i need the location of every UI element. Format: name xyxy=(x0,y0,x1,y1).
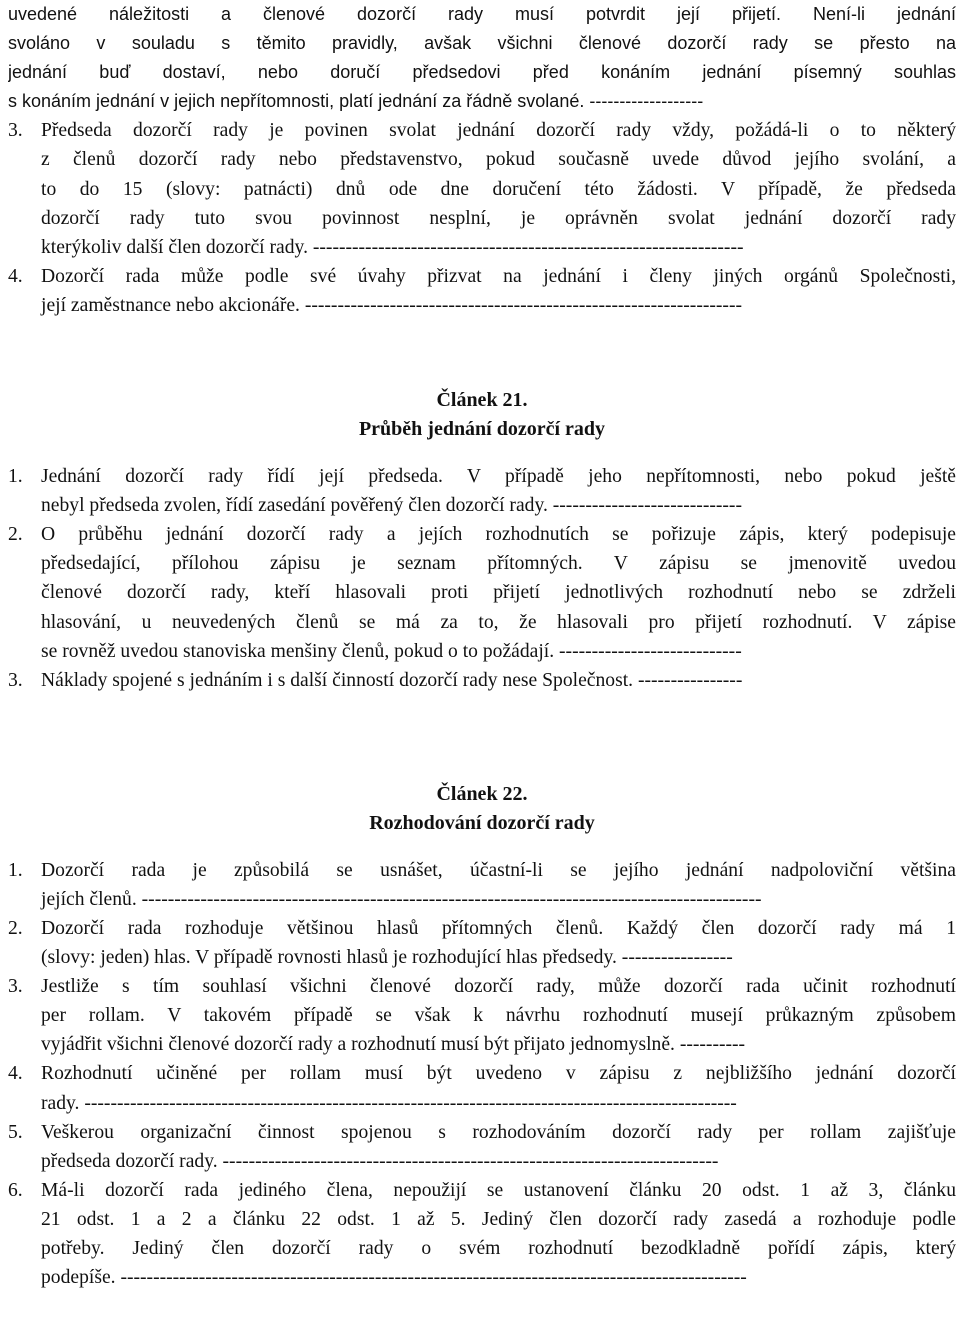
item-line: kterýkoliv další člen dozorčí rady. ------------------------------------------------------------------ xyxy=(41,236,744,258)
paragraph-line: s konáním jednání v jejich nepřítomnosti, platí jednání za řádně svolané. ------------------- xyxy=(8,91,704,112)
article22-item-6 xyxy=(8,1176,956,1292)
item-number: 3. xyxy=(8,120,23,142)
article-21-title: Průběh jednání dozorčí rady xyxy=(358,418,606,441)
item-line: 5. Veškerou organizační činnost spojenou s rozhodováním dozorčí rady per rollam zajišťuje xyxy=(8,1118,956,1147)
article22-item-2 xyxy=(8,914,956,972)
item-line: (slovy: jeden) hlas. V případě rovnosti hlasů je rozhodující hlas předsedy. ----------------- xyxy=(41,947,733,969)
item-number: 1. xyxy=(8,466,23,488)
article21-item-1 xyxy=(8,462,956,520)
article21-item-2 xyxy=(8,520,956,665)
item-line: předseda dozorčí rady. ---------------------------------------------------------------------------- xyxy=(41,1150,719,1172)
item-line: 4. Rozhodnutí učiněné per rollam musí být uvedeno v zápisu z nejbližšího jednání dozorčí xyxy=(8,1059,956,1088)
intro-paragraph xyxy=(8,0,956,116)
item-line: se rovněž uvedou stanoviska menšiny členů, pokud o to požádají. ---------------------------- xyxy=(41,640,742,662)
item-line: vyjádřit všichni členové dozorčí rady a rozhodnutí musí být přijato jednomyslně. ---------- xyxy=(41,1034,746,1056)
item-line: 2. O průběhu jednání dozorčí rady a jejích rozhodnutích se pořizuje zápis, který podepisuje xyxy=(8,520,956,549)
item-number: 5. xyxy=(8,1121,23,1143)
paragraph-line: uvedené náležitosti a členové dozorčí rady musí potvrdit její přijetí. Není-li jednání xyxy=(8,4,956,24)
item-line: 3. Jestliže s tím souhlasí všichni členové dozorčí rady, může dozorčí rada učinit rozhodnutí xyxy=(8,972,956,1001)
item-line: potřeby. Jediný člen dozorčí rady o svém rozhodnutí bezodkladně pořídí zápis, který xyxy=(41,1238,956,1259)
document-page xyxy=(8,0,956,1292)
item-line: 3. Předseda dozorčí rady je povinen svolat jednání dozorčí rady vždy, požádá-li o to některý xyxy=(8,116,956,145)
item-line: hlasování, u neuvedených členů se má za to, že hlasovali pro přijetí rozhodnutí. V zápise xyxy=(41,611,956,633)
article20-item-4 xyxy=(8,262,956,320)
item-line: per rollam. V takovém případě se však k návrhu rozhodnutí musejí průkazným způsobem xyxy=(41,1005,956,1027)
item-line: jejích členů. ----------------------------------------------------------------------------------------------- xyxy=(41,888,762,910)
item-number: 4. xyxy=(8,1063,23,1085)
article22-item-1 xyxy=(8,856,956,914)
article22-item-5 xyxy=(8,1118,956,1176)
item-number: 2. xyxy=(8,524,23,546)
article-22-label: Článek 22. xyxy=(436,782,528,805)
item-line: 3. Náklady spojené s jednáním i s další činností dozorčí rady nese Společnost. ---------------- xyxy=(8,666,956,695)
item-line: předsedající, přílohou zápisu je seznam přítomných. V zápisu se jmenovitě uvedou xyxy=(41,553,956,575)
article-21-label: Článek 21. xyxy=(436,389,528,412)
item-line: dozorčí rady tuto svou povinnost nesplní, je oprávněn svolat jednání dozorčí rady xyxy=(41,207,956,229)
item-number: 3. xyxy=(8,976,23,998)
item-line: nebyl předseda zvolen, řídí zasedání pověřený člen dozorčí rady. ----------------------------- xyxy=(41,495,742,517)
item-number: 2. xyxy=(8,917,23,939)
item-line: z členů dozorčí rady nebo představenstvo, pokud současně uvede důvod jejího svolání, a xyxy=(41,149,956,171)
article20-item-3 xyxy=(8,116,956,261)
item-line: 4. Dozorčí rada může podle své úvahy přizvat na jednání i členy jiných orgánů Společnosti, xyxy=(8,262,956,291)
item-line: rady. ---------------------------------------------------------------------------------------------------- xyxy=(41,1092,737,1114)
item-line: její zaměstnance nebo akcionáře. ------------------------------------------------------------------- xyxy=(41,294,743,316)
paragraph-line: jednání buď dostaví, nebo doručí předsedovi před konáním jednání písemný souhlas xyxy=(8,62,956,83)
item-number: 4. xyxy=(8,265,23,287)
item-line: 2. Dozorčí rada rozhoduje většinou hlasů přítomných členů. Každý člen dozorčí rady má 1 xyxy=(8,914,956,943)
item-number: 3. xyxy=(8,669,23,691)
article21-item-3 xyxy=(8,666,956,695)
article-22-title: Rozhodování dozorčí rady xyxy=(369,811,595,834)
item-line: podepíše. ------------------------------------------------------------------------------------------------ xyxy=(41,1267,747,1289)
item-line: členové dozorčí rady, kteří hlasovali proti přijetí jednotlivých rozhodnutí nebo se zdrželi xyxy=(41,582,956,604)
item-number: 1. xyxy=(8,859,23,881)
item-line: to do 15 (slovy: patnácti) dnů ode dne doručení této žádosti. V případě, že předseda xyxy=(41,178,956,200)
item-line: 6. Má-li dozorčí rada jediného člena, nepoužijí se ustanovení článku 20 odst. 1 až 3, článku xyxy=(8,1176,956,1205)
article22-item-3 xyxy=(8,972,956,1059)
article22-item-4 xyxy=(8,1059,956,1117)
item-number: 6. xyxy=(8,1179,23,1201)
paragraph-line: svoláno v souladu s těmito pravidly, avšak všichni členové dozorčí rady se přesto na xyxy=(8,33,956,54)
item-line: 1. Dozorčí rada je způsobilá se usnášet, účastní-li se jejího jednání nadpoloviční většina xyxy=(8,856,956,885)
item-line: 1. Jednání dozorčí rady řídí její předseda. V případě jeho nepřítomnosti, nebo pokud ještě xyxy=(8,462,956,491)
item-line: 21 odst. 1 a 2 a článku 22 odst. 1 až 5. Jediný člen dozorčí rady zasedá a rozhoduje podle xyxy=(41,1208,956,1230)
